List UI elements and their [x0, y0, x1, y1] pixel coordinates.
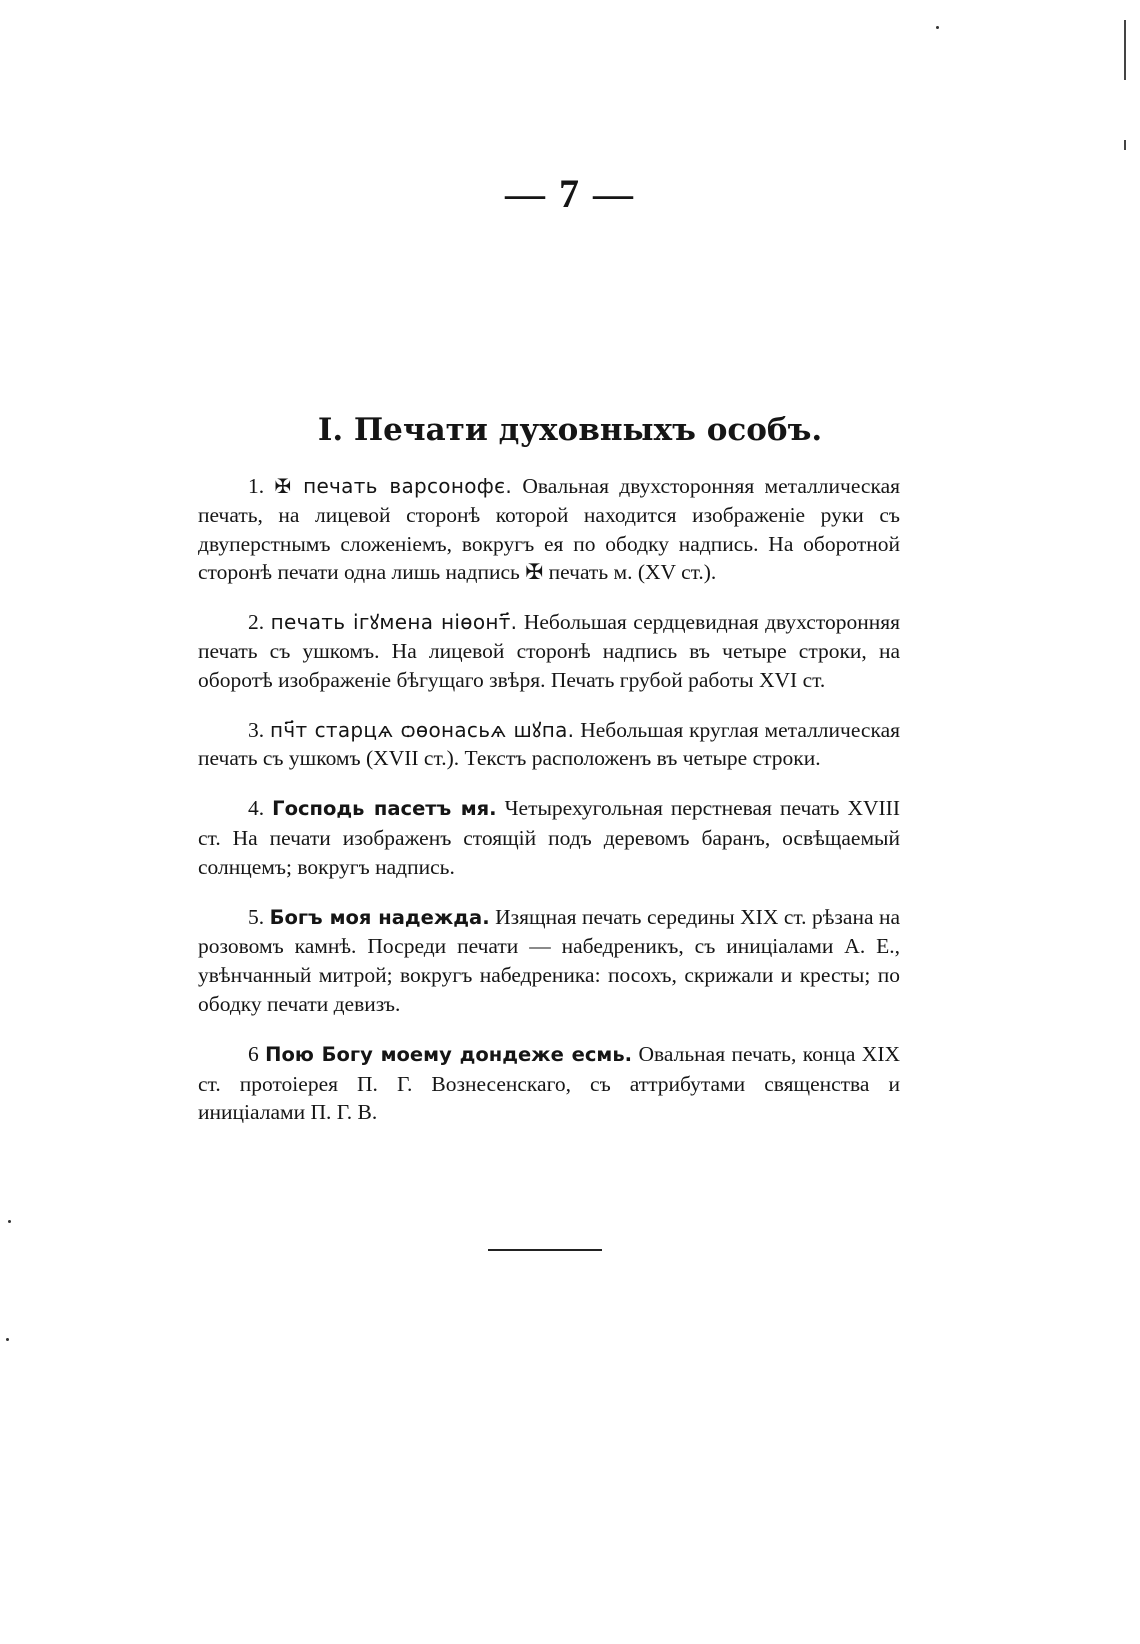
entry-inscription: пч҃т старцѧ ѻѳонасьѧ шꙋпа.: [270, 717, 575, 742]
seal-entry: [198, 794, 900, 881]
entry-motto: Богъ моя надежда.: [269, 905, 490, 929]
seal-entry-list: [198, 472, 900, 1148]
seal-entry: [198, 903, 900, 1019]
entry-description: Четырехугольная перстневая печать XVIII ст. На печати изображенъ стоящій подъ деревомъ баранъ, освѣщаемый солнцемъ; вокругъ надпись.: [198, 796, 901, 879]
entry-number: 3.: [248, 717, 265, 742]
seal-entry: [198, 472, 900, 587]
scan-edge-mark: [1124, 20, 1126, 80]
seal-entry: [198, 716, 900, 774]
entry-number: 4.: [248, 796, 265, 821]
entry-inscription: печать ігꙋмена ніѳонт҃.: [270, 610, 518, 635]
scan-speck: [8, 1220, 11, 1223]
entry-motto: Господь пасетъ мя.: [272, 797, 497, 821]
scan-speck: [936, 26, 939, 29]
entry-description: Небольшая сердцевидная двухсторонняя печать съ ушкомъ. На лицевой сторонѣ надпись въ четыре строки, на оборотѣ изображеніе бѣгущаго звѣря. Печать грубой работы XVI ст.: [198, 610, 901, 692]
entry-description: Овальная двухсторонняя металлическая печать, на лицевой сторонѣ которой находится изображеніе руки съ двуперстнымъ сложеніемъ, вокругъ ея по ободку надпись. На оборотной сторонѣ печати одна лишь надпись ✠ печать м. (XV ст.).: [198, 474, 901, 585]
closing-rule: [488, 1249, 602, 1251]
entry-number: 1.: [248, 474, 265, 498]
entry-description: Небольшая круглая металлическая печать съ ушкомъ (XVII ст.). Текстъ расположенъ въ четыре строки.: [198, 717, 901, 771]
entry-number: 5.: [248, 904, 265, 929]
seal-entry: [198, 608, 900, 694]
section-title: I. Печати духовныхъ особъ.: [317, 412, 823, 448]
page-number: — 7 —: [505, 171, 635, 216]
entry-number: 2.: [248, 610, 265, 635]
seal-entry: [198, 1040, 900, 1127]
entry-description: Овальная печать, конца XIX ст. протоіерея П. Г. Вознесенскаго, съ аттрибутами священства и иниціалами П. Г. В.: [198, 1041, 901, 1125]
entry-inscription: ✠ печать варсонофє.: [274, 474, 513, 498]
entry-number: 6: [248, 1041, 259, 1066]
scan-speck: [6, 1338, 9, 1341]
scan-edge-mark: [1124, 140, 1126, 150]
entry-motto: Пою Богу моему дондеже есмь.: [265, 1042, 633, 1066]
entry-description: Изящная печать середины XIX ст. рѣзана на розовомъ камнѣ. Посреди печати — набедреникъ, съ иниціалами А. Е., увѣнчанный митрой; вокругъ набедреника: посохъ, скрижали и кресты; по ободку печати девизъ.: [198, 904, 901, 1016]
